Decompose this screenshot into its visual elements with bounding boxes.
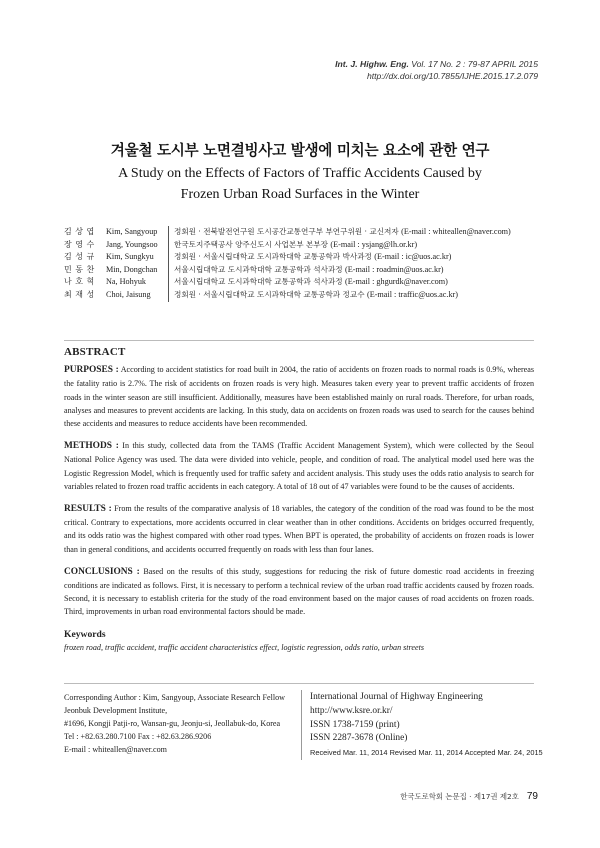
purposes-label: PURPOSES :: [64, 365, 119, 376]
author-name-en: Min, Dongchan: [106, 264, 158, 274]
received-dates: Received Mar. 11, 2014 Revised Mar. 11, 2014 Accepted Mar. 24, 2015: [310, 748, 543, 758]
affiliation-text: 정회원 · 서울시립대학교 도시과학대학 교통공학과 정교수: [174, 289, 365, 299]
journal-volume: Vol. 17 No. 2 : 79-87 APRIL 2015: [411, 59, 538, 69]
author-email[interactable]: (E-mail : ysjang@lh.or.kr): [330, 239, 418, 249]
corresponding-line: Jeonbuk Development Institute,: [64, 706, 168, 715]
page-number: 79: [526, 791, 538, 802]
page-footer-label: 한국도로학회 논문집 · 제17권 제2호: [400, 792, 519, 801]
author-name-ko: 민 동 찬: [64, 264, 95, 274]
purposes-text: According to accident statistics for road built in 2004, the ratio of accidents on frozen roads to normal roads is 0.9%, whereas the fatality ratio is 2.7%. The risk of accidents on frozen roads is very high. Measures taken every year to prevent traffic accidents of frozen roads in the winter season are still insufficient. Additionally, measures have been established mainly on rural roads. Therefore, for urban roads, analyses and measures to prevent accidents are lacking. In this study, data on accidents on frozen roads was used to search for the causes behind these accidents and measures to reduce accidents have been recommended.: [64, 365, 535, 429]
author-row: [64, 276, 511, 289]
author-name-ko: 나 호 혁: [64, 277, 95, 287]
author-affiliation: [168, 264, 444, 277]
journal-url[interactable]: http://www.ksre.or.kr/: [310, 705, 393, 716]
author-name-ko: 김 상 엽: [64, 227, 95, 236]
author-row: [64, 264, 511, 277]
author-email[interactable]: (E-mail : ic@uos.ac.kr): [374, 252, 452, 262]
author-name-en: Choi, Jaisung: [106, 289, 151, 299]
author-row: [64, 226, 511, 239]
footer-vertical-divider: [301, 690, 302, 760]
author-row: [64, 289, 511, 302]
keywords-heading: Keywords: [64, 628, 106, 640]
journal-info-line: ISSN 1738-7159 (print): [310, 719, 400, 730]
abstract-section: [64, 346, 534, 654]
author-affiliation: [168, 239, 417, 252]
methods-label: METHODS :: [64, 441, 119, 452]
journal-info-line: International Journal of Highway Engineering: [310, 692, 483, 702]
author-name-ko: 장 영 수: [64, 239, 95, 249]
author-name-en: Kim, Sungkyu: [106, 252, 154, 262]
author-name-en: Kim, Sangyoup: [106, 227, 158, 236]
author-email[interactable]: (E-mail : whiteallen@naver.com): [401, 227, 511, 236]
author-affiliation: [168, 251, 451, 264]
footer-divider: [64, 683, 534, 684]
results-text: From the results of the comparative analysis of 18 variables, the category of the condition of the road was found to be the most critical. Contrary to expectations, more accidents occurred in clear weather than in other conditions. Accidents on bridges occurred frequently, and its odds ratio was the highest compared with other road types. When BPT is operated, the probability of accidents on frozen roads is lower than in general conditions, and accidents occurred frequently on roads with less than four lanes.: [64, 504, 534, 554]
journal-info-block: [310, 691, 543, 760]
author-list: [64, 226, 511, 302]
doi-link[interactable]: http://dx.doi.org/10.7855/IJHE.2015.17.2.079: [366, 71, 538, 81]
affiliation-text: 정회원 · 서울시립대학교 도시과학대학 교통공학과 박사과정: [174, 252, 372, 262]
author-name-en: Jang, Youngsoo: [106, 239, 158, 249]
author-name-ko: 최 재 성: [64, 289, 95, 299]
author-affiliation: [168, 276, 448, 289]
purposes-paragraph: [64, 363, 534, 430]
title-english-line-2: Frozen Urban Road Surfaces in the Winter: [180, 187, 420, 202]
corresponding-line: #1696, Kongji Patji-ro, Wansan-gu, Jeonju-si, Jeollabuk-do, Korea: [64, 719, 281, 728]
page-footer: [400, 791, 538, 802]
title-english: [0, 163, 600, 205]
author-name-ko: 김 성 규: [64, 252, 95, 262]
affiliation-text: 한국토지주택공사 양주신도시 사업본부 본부장: [174, 239, 328, 249]
author-email[interactable]: (E-mail : roadmin@uos.ac.kr): [345, 264, 444, 274]
author-affiliation: [168, 289, 458, 302]
conclusions-text: Based on the results of this study, suggestions for reducing the risk of future domestic road accidents in freezing conditions are indicated as follows. First, it is necessary to perform a technical review of the urban road traffic accidents caused by frozen roads. Second, it is necessary to establish criteria for the study of the road environment based on the major causes of road accidents on frozen roads. Third, improvements in urban road environmental factors should be made.: [64, 566, 535, 617]
abstract-divider: [64, 340, 534, 341]
corresponding-email[interactable]: E-mail : whiteallen@naver.com: [64, 745, 167, 754]
affiliation-text: 서울시립대학교 도시과학대학 교통공학과 석사과정: [174, 264, 343, 274]
journal-name: Int. J. Highw. Eng.: [335, 59, 409, 69]
results-paragraph: [64, 502, 534, 556]
author-email[interactable]: (E-mail : ghgurdk@naver.com): [345, 277, 448, 287]
title-english-line-1: A Study on the Effects of Factors of Traffic Accidents Caused by: [118, 166, 482, 181]
methods-text: In this study, collected data from the TAMS (Traffic Accident Management System), which were collected by the Seoul National Police Agency was used. The data were divided into vehicle, people, and condition of road. The analytical model used here was the Logistic Regression Model, which is frequently used for traffic safety and accident analysis. This study uses the odds ratio analysis to search for variables related to frozen road traffic accidents in each category. A total of 18 out of 47 variables were found to be the causes of accidents.: [64, 441, 534, 491]
author-row: [64, 251, 511, 264]
affiliation-text: 정회원 · 전북발전연구원 도시공간교통연구부 부연구위원 · 교신저자: [174, 227, 399, 236]
author-affiliation: [168, 226, 511, 239]
journal-header: [335, 58, 538, 82]
corresponding-line: Corresponding Author : Kim, Sangyoup, Associate Research Fellow: [64, 693, 285, 702]
author-name-en: Na, Hohyuk: [106, 277, 147, 287]
keywords-text: frozen road, traffic accident, traffic accident characteristics effect, logistic regression, odds ratio, urban streets: [64, 642, 424, 652]
affiliation-text: 서울시립대학교 도시과학대학 교통공학과 석사과정: [174, 277, 343, 287]
author-email[interactable]: (E-mail : traffic@uos.ac.kr): [366, 289, 459, 299]
results-label: RESULTS :: [64, 504, 112, 515]
title-korean: 겨울철 도시부 노면결빙사고 발생에 미치는 요소에 관한 연구: [110, 142, 490, 159]
corresponding-line: Tel : +82.63.280.7100 Fax : +82.63.286.9206: [64, 732, 212, 741]
conclusions-label: CONCLUSIONS :: [64, 566, 140, 577]
abstract-heading: ABSTRACT: [64, 346, 126, 358]
methods-paragraph: [64, 439, 534, 493]
conclusions-paragraph: [64, 565, 534, 619]
corresponding-author-block: [64, 691, 285, 756]
author-row: [64, 239, 511, 252]
journal-info-line: ISSN 2287-3678 (Online): [310, 733, 408, 744]
